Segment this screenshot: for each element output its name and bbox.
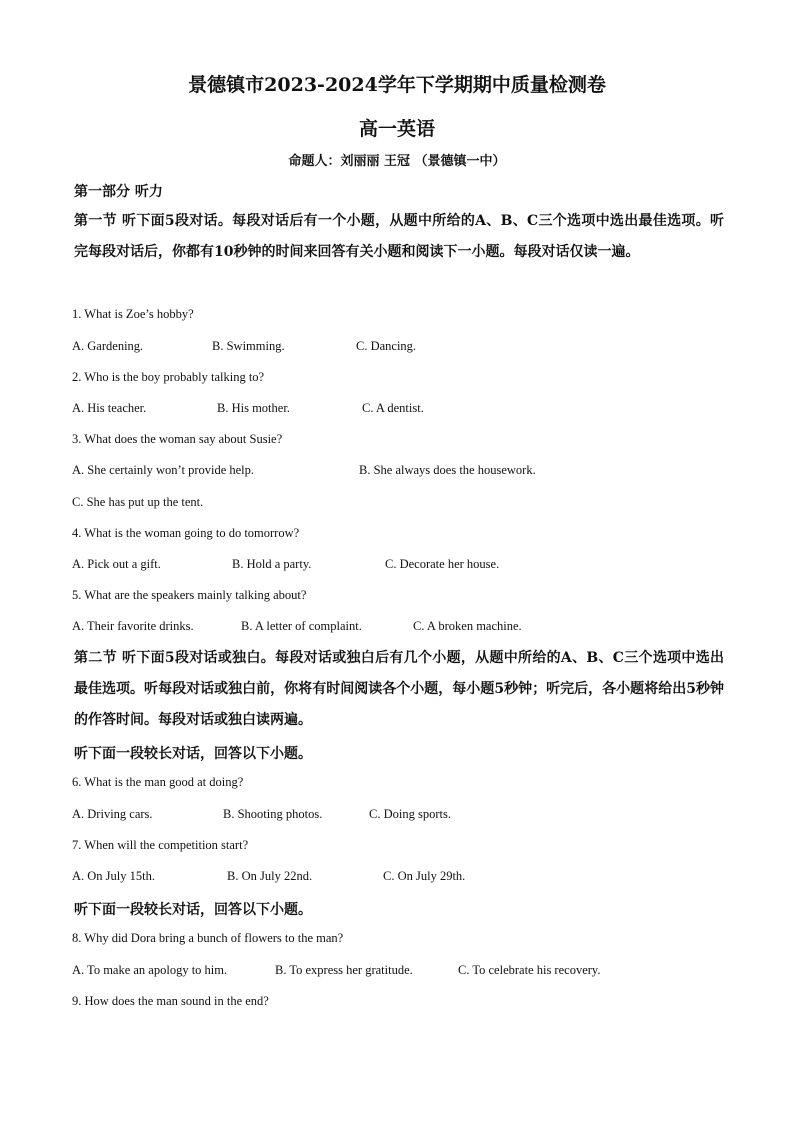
q6-option-b: B. Shooting photos.	[223, 807, 323, 821]
question-2: 2. Who is the boy probably talking to?	[72, 370, 265, 384]
question-7: 7. When will the competition start?	[72, 838, 249, 852]
q7-option-a: A. On July 15th.	[72, 869, 155, 883]
q5-option-b: B. A letter of complaint.	[241, 619, 362, 633]
q4-option-c: C. Decorate her house.	[385, 557, 500, 571]
q2-option-c: C. A dentist.	[362, 401, 424, 415]
q5-option-a: A. Their favorite drinks.	[72, 619, 194, 633]
exam-authors: 命题人：刘丽丽 王冠 （景德镇一中）	[288, 154, 506, 169]
q2-option-b: B. His mother.	[217, 401, 290, 415]
q3-option-b: B. She always does the housework.	[359, 463, 536, 477]
section2-instructions: 第二节 听下面5段对话或独白。每段对话或独白后有几个小题，从题中所给的A、B、C三个选项中选出最佳选项。听每段对话或独白前，你将有时间阅读各个小题，每小题5秒钟；听完后，各小题将给出5秒钟的作答时间。每段对话或独白读两遍。	[74, 650, 724, 728]
q6-option-a: A. Driving cars.	[72, 807, 153, 821]
question-8: 8. Why did Dora bring a bunch of flowers to the man?	[72, 931, 344, 945]
q2-option-a: A. His teacher.	[72, 401, 147, 415]
part1-heading: 第一部分 听力	[74, 184, 163, 200]
section1-instructions: 第一节 听下面5段对话。每段对话后有一个小题，从题中所给的A、B、C三个选项中选出最佳选项。听完每段对话后，你都有10秒钟的时间来回答有关小题和阅读下一小题。每段对话仅读一遍。	[74, 213, 724, 260]
q4-option-b: B. Hold a party.	[232, 557, 312, 571]
question-9: 9. How does the man sound in the end?	[72, 994, 269, 1008]
q6-option-c: C. Doing sports.	[369, 807, 451, 821]
question-1: 1. What is Zoe’s hobby?	[72, 307, 194, 321]
q3-option-a: A. She certainly won’t provide help.	[72, 463, 255, 477]
q1-option-a: A. Gardening.	[72, 339, 144, 353]
q8-option-c: C. To celebrate his recovery.	[458, 963, 601, 977]
q5-option-c: C. A broken machine.	[413, 619, 522, 633]
question-6: 6. What is the man good at doing?	[72, 775, 244, 789]
q7-option-c: C. On July 29th.	[383, 869, 466, 883]
q3-option-c: C. She has put up the tent.	[72, 495, 204, 509]
q8-option-b: B. To express her gratitude.	[275, 963, 413, 977]
question-3: 3. What does the woman say about Susie?	[72, 432, 283, 446]
q7-option-b: B. On July 22nd.	[227, 869, 313, 883]
exam-subject: 高一英语	[358, 118, 435, 140]
question-5: 5. What are the speakers mainly talking about?	[72, 588, 307, 602]
dialog-note-2: 听下面一段较长对话，回答以下小题。	[74, 902, 312, 918]
dialog-note-1: 听下面一段较长对话，回答以下小题。	[74, 746, 312, 762]
question-4: 4. What is the woman going to do tomorrow?	[72, 526, 300, 540]
q8-option-a: A. To make an apology to him.	[72, 963, 228, 977]
q4-option-a: A. Pick out a gift.	[72, 557, 161, 571]
q1-option-c: C. Dancing.	[356, 339, 417, 353]
q1-option-b: B. Swimming.	[212, 339, 285, 353]
exam-title: 景德镇市2023-2024学年下学期期中质量检测卷	[188, 74, 606, 96]
